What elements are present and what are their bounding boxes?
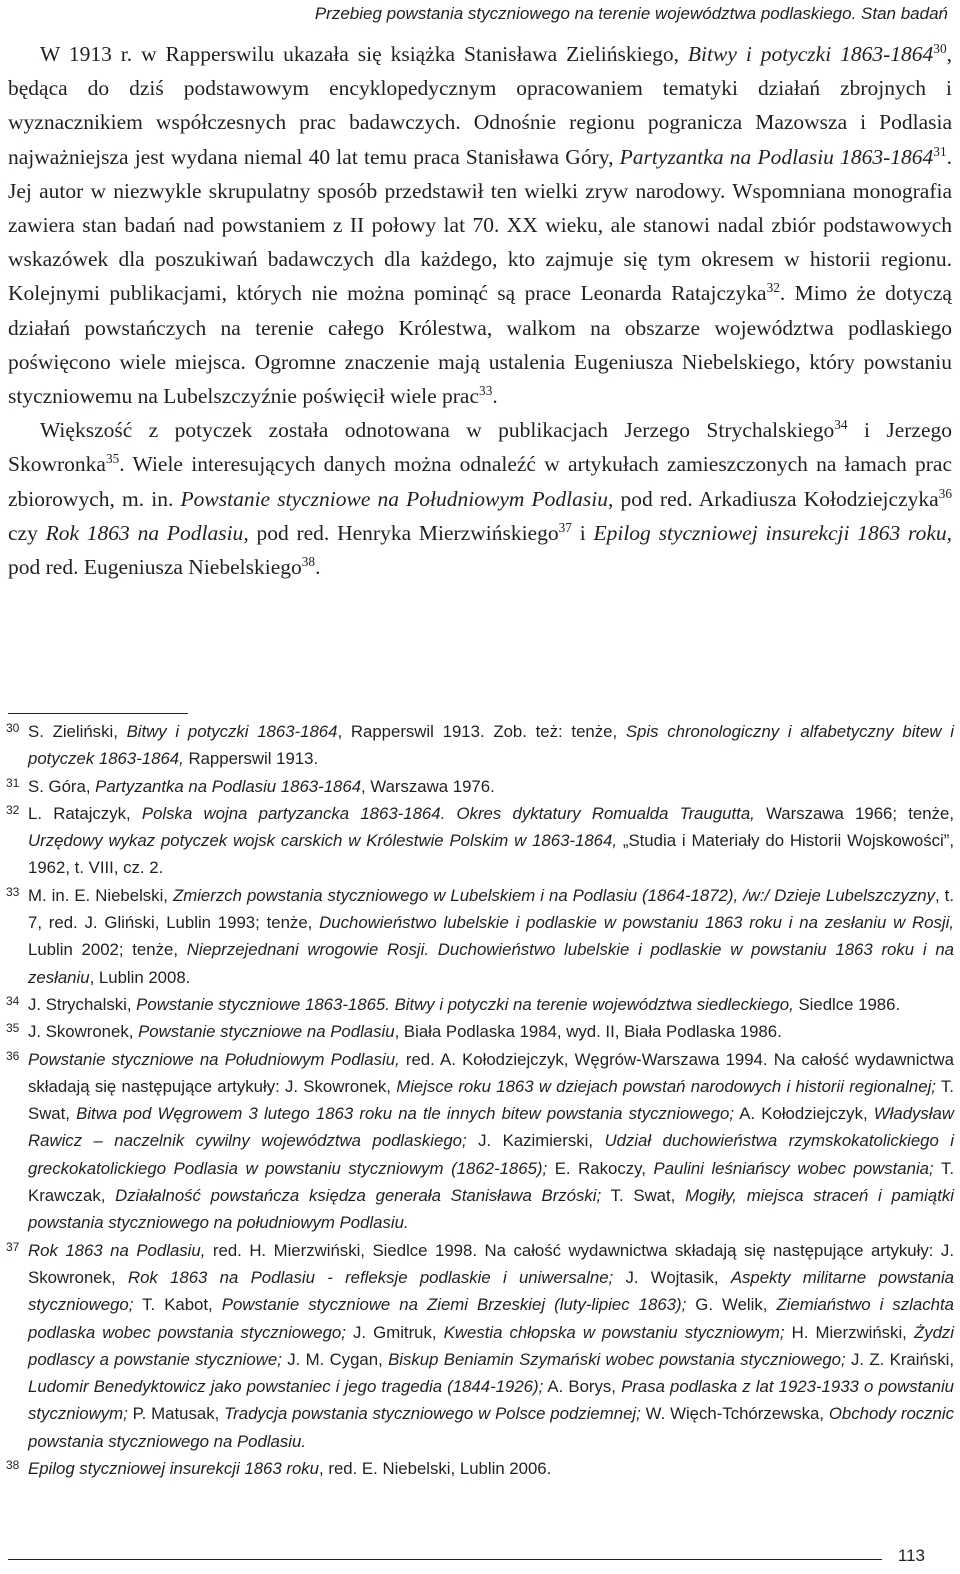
main-text <box>8 37 952 584</box>
text-run: G. Welik, <box>686 1295 777 1315</box>
italic-text: Duchowieństwo lubelskie i podlaskie w powstaniu 1863 roku i na zesłaniu w Rosji, <box>319 913 954 933</box>
paragraph <box>8 37 952 413</box>
text-run: W 1913 r. w Rapperswilu ukazała się książka Stanisława Zielińskiego, <box>40 42 688 66</box>
text-run: , Warszawa 1976. <box>361 776 495 796</box>
footnote <box>0 718 954 773</box>
footnote-text <box>28 1459 551 1478</box>
italic-text: Kwestia chłopska w powstaniu styczniowym; <box>443 1322 785 1342</box>
text-run: czy <box>8 520 46 545</box>
text-run: pod red. Arkadiusza Kołodziejczyka <box>613 486 939 511</box>
italic-text: Rok 1863 na Podlasiu - refleksje podlaskie i uniwersalne; <box>127 1267 614 1287</box>
italic-text: Paulini leśniańscy wobec powstania; <box>653 1158 934 1178</box>
text-run: „Studia i Materiały do Historii Wojskowości”, 1962, t. VIII, cz. 2. <box>28 831 954 878</box>
footnote <box>0 1237 954 1455</box>
italic-text: Bitwy i potyczki 1863-1864 <box>126 722 338 741</box>
italic-text: Spis chronologiczny i alfabetyczny bitew i potyczek 1863-1864, <box>28 722 954 769</box>
footnote-text <box>28 1022 782 1041</box>
footnote-text <box>28 722 954 768</box>
footnote-text <box>28 1050 954 1233</box>
italic-text: Miejsce roku 1863 w dziejach powstań narodowych i historii regionalnej; <box>396 1076 936 1096</box>
italic-text: Żydzi podlascy a powstanie styczniowe; <box>28 1322 955 1369</box>
text-run: pod red. Eugeniusza Niebelskiego <box>8 555 302 580</box>
footnote-ref: 35 <box>105 451 120 467</box>
footnote <box>0 773 954 800</box>
text-run: , będąca do dziś podstawowym encyklopedycznym opracowaniem tematyki działań zbrojnych i wyznacznikiem współczesnych prac badawczych. Odnośnie regionu pogranicza Mazowsza i Podlasia najważniejsza jest wydana niemal 40 lat temu praca Stanisława Góry, <box>8 42 952 169</box>
text-run: L. Ratajczyk, <box>28 803 142 823</box>
text-run: Lublin 2002; tenże, <box>28 940 187 960</box>
text-run: T. Swat, <box>28 1076 954 1124</box>
text-run: red. A. Kołodziejczyk, Węgrów-Warszawa 1994. Na całość wydawnictwa składają się następujące artykuły: J. Skowronek, <box>28 1049 954 1096</box>
text-run: S. Zieliński, <box>28 722 127 741</box>
italic-text: Ludomir Benedyktowicz jako powstaniec i jego tragedia (1844-1926); <box>28 1377 544 1397</box>
text-run: red. H. Mierzwiński, Siedlce 1998. Na całość wydawnictwa składają się następujące artykuły: J. Skowronek, <box>28 1240 954 1287</box>
footnote-ref: 36 <box>938 485 952 501</box>
footnote-number: 34 <box>6 993 20 1008</box>
italic-text: Obchody rocznic powstania styczniowego na Podlasiu. <box>28 1404 955 1451</box>
text-run: A. Kołodziejczyk, <box>734 1104 874 1124</box>
text-run: T. Swat, <box>601 1186 686 1206</box>
italic-text: Powstanie styczniowe na Podlasiu <box>138 1022 395 1042</box>
text-run: T. Krawczak, <box>28 1158 955 1206</box>
text-run: i Jerzego Skowronka <box>8 418 952 477</box>
text-run: Siedlce 1986. <box>793 994 901 1014</box>
italic-text: Partyzantka na Podlasiu 1863-1864 <box>619 144 934 169</box>
italic-text: Rok 1863 na Podlasiu <box>45 520 244 545</box>
italic-text: Nieprzejednani wrogowie Rosji. Duchowieństwo lubelskie i podlaskie w powstaniu 1863 roku i na zesłaniu <box>28 940 954 987</box>
footnote-number: 38 <box>6 1458 20 1473</box>
text-run: , t. 7, red. J. Gliński, Lublin 1993; tenże, <box>28 885 954 933</box>
footnote-text <box>28 886 954 987</box>
running-header: Przebieg powstania styczniowego na terenie województwa podlaskiego. Stan badań <box>314 4 948 23</box>
text-run: J. Kazimierski, <box>466 1131 605 1151</box>
text-run: J. Strychalski, <box>28 994 137 1014</box>
footnote-ref: 38 <box>301 553 316 569</box>
text-run: P. Matusak, <box>127 1404 225 1424</box>
footnote <box>0 1018 954 1045</box>
italic-text: Tradycja powstania styczniowego w Polsce podziemnej; <box>224 1404 641 1424</box>
page-number: 113 <box>897 1546 925 1565</box>
footnote-number: 32 <box>6 802 20 817</box>
text-run: i <box>571 520 594 545</box>
italic-text: Powstanie styczniowe na Ziemi Brzeskiej (luty-lipiec 1863); <box>221 1295 687 1315</box>
paragraph <box>8 413 952 584</box>
footnote-text <box>28 995 900 1014</box>
italic-text: Ziemiaństwo i szlachta podlaska wobec powstania styczniowego; <box>28 1295 954 1342</box>
italic-text: Prasa podlaska z lat 1923-1933 o powstaniu styczniowym; <box>28 1377 955 1424</box>
text-run: . Jej autor w niezwykle skrupulatny sposób przedstawił ten wielki zryw narodowy. Wspomniana monografia zawiera stan badań nad powstaniem z II połowy lat 70. XX wieku, ale stanowi nadal zbiór podstawowych wskazówek dla poszukiwań badawczych dla każdego, kto zajmuje się tym okresem w historii regionu. Kolejnymi publikacjami, których nie można pominąć są prace Leonarda Ratajczyka <box>8 144 952 306</box>
footnote-number: 31 <box>6 775 20 790</box>
footnote-ref: 33 <box>479 382 493 398</box>
footnote-text <box>28 804 954 878</box>
footnote <box>0 800 954 882</box>
footnote <box>0 1046 954 1237</box>
text-run: W. Więch-Tchórzewska, <box>640 1404 829 1424</box>
footnote-number: 36 <box>6 1048 20 1063</box>
italic-text: Mogiły, miejsca straceń i pamiątki powstania styczniowego na południowym Podlasiu. <box>28 1186 954 1233</box>
footnote-ref: 37 <box>558 519 572 535</box>
text-run: E. Rakoczy, <box>547 1158 654 1178</box>
page-footer <box>0 1546 960 1570</box>
text-run: J. Skowronek, <box>28 1022 139 1042</box>
italic-text: Władysław Rawicz – naczelnik cywilny województwa podlaskiego; <box>28 1104 954 1151</box>
footnote-number: 35 <box>6 1021 20 1036</box>
text-run: , pod red. Henryka Mierzwińskiego <box>243 520 559 545</box>
italic-text: Epilog styczniowej insurekcji 1863 roku, <box>593 520 952 545</box>
footnote <box>0 1455 954 1482</box>
italic-text: Epilog styczniowej insurekcji 1863 roku <box>28 1459 320 1479</box>
italic-text: Bitwy i potyczki 1863-1864 <box>687 42 934 66</box>
text-run: J. M. Cygan, <box>281 1349 389 1369</box>
footnote-number: 37 <box>6 1239 20 1254</box>
italic-text: Powstanie styczniowe na Południowym Podlasiu, <box>180 486 614 511</box>
text-run: Rapperswil 1913. <box>183 749 319 769</box>
text-run: , Rapperswil 1913. Zob. też: tenże, <box>337 722 626 741</box>
text-run: J. Gmitruk, <box>345 1322 444 1342</box>
footnotes <box>0 718 954 1482</box>
text-run: J. Wojtasik, <box>613 1267 731 1287</box>
text-run: . <box>315 555 321 580</box>
footnote-ref: 34 <box>834 416 848 432</box>
text-run: S. Góra, <box>28 776 96 796</box>
text-run: . Wiele interesujących danych można odnaleźć w artykułach zamieszczonych na łamach prac zbiorowych, m. in. <box>8 452 952 511</box>
footnote <box>0 991 954 1018</box>
footnote-number: 33 <box>6 884 20 899</box>
text-run: T. Kabot, <box>133 1295 222 1315</box>
text-run: Większość z potyczek została odnotowana w publikacjach Jerzego Strychalskiego <box>40 418 835 443</box>
text-run: M. in. E. Niebelski, <box>28 885 173 905</box>
footer-rule <box>8 1559 882 1560</box>
italic-text: Urzędowy wykaz potyczek wojsk carskich w Królestwie Polskim w 1863-1864, <box>28 831 617 851</box>
text-run: , Lublin 2008. <box>89 967 191 987</box>
italic-text: Zmierzch powstania styczniowego w Lubelskiem i na Podlasiu (1864-1872), /w:/ Dzieje Lubelszczyzny <box>172 885 935 905</box>
footnote-ref: 31 <box>933 143 947 159</box>
italic-text: Powstanie styczniowe 1863-1865. Bitwy i potyczki na terenie województwa siedleckiego, <box>136 994 794 1014</box>
footnote-separator <box>8 713 188 714</box>
text-run: J. Z. Kraiński, <box>845 1349 955 1369</box>
text-run: A. Borys, <box>543 1377 622 1397</box>
text-run: , red. E. Niebelski, Lublin 2006. <box>319 1459 552 1479</box>
italic-text: Powstanie styczniowe na Południowym Podlasiu, <box>28 1049 400 1069</box>
italic-text: Aspekty militarne powstania styczniowego; <box>28 1267 955 1315</box>
text-run: . Mimo że dotyczą działań powstańczych na terenie całego Królestwa, walkom na obszarze województwa podlaskiego poświęcono wiele miejsca. Ogromne znaczenie mają ustalenia Eugeniusza Niebelskiego, który powstaniu styczniowemu na Lubelszczyźnie poświęcił wiele prac <box>8 281 952 409</box>
italic-text: Bitwa pod Węgrowem 3 lutego 1863 roku na tle innych bitew powstania styczniowego; <box>76 1104 735 1124</box>
italic-text: Udział duchowieństwa rzymskokatolickiego i greckokatolickiego Podlasia w powstaniu styczniowym (1862-1865); <box>28 1131 954 1178</box>
italic-text: Polska wojna partyzancka 1863-1864. Okres dyktatury Romualda Traugutta, <box>141 803 755 823</box>
footnote-text <box>28 1241 954 1451</box>
text-run: H. Mierzwiński, <box>784 1322 914 1342</box>
italic-text: Rok 1863 na Podlasiu, <box>28 1240 206 1260</box>
text-run: , Biała Podlaska 1984, wyd. II, Biała Podlaska 1986. <box>394 1022 782 1042</box>
italic-text: Biskup Beniamin Szymański wobec powstania styczniowego; <box>388 1349 846 1369</box>
italic-text: Działalność powstańcza księdza generała Stanisława Brzóski; <box>115 1186 602 1206</box>
text-run: Warszawa 1966; tenże, <box>754 803 954 823</box>
footnote <box>0 882 954 991</box>
footnote-ref: 30 <box>933 40 947 56</box>
text-run: . <box>492 384 498 409</box>
footnote-text <box>28 777 495 796</box>
footnote-ref: 32 <box>766 280 780 296</box>
footnote-number: 30 <box>6 721 20 735</box>
italic-text: Partyzantka na Podlasiu 1863-1864 <box>95 776 362 796</box>
